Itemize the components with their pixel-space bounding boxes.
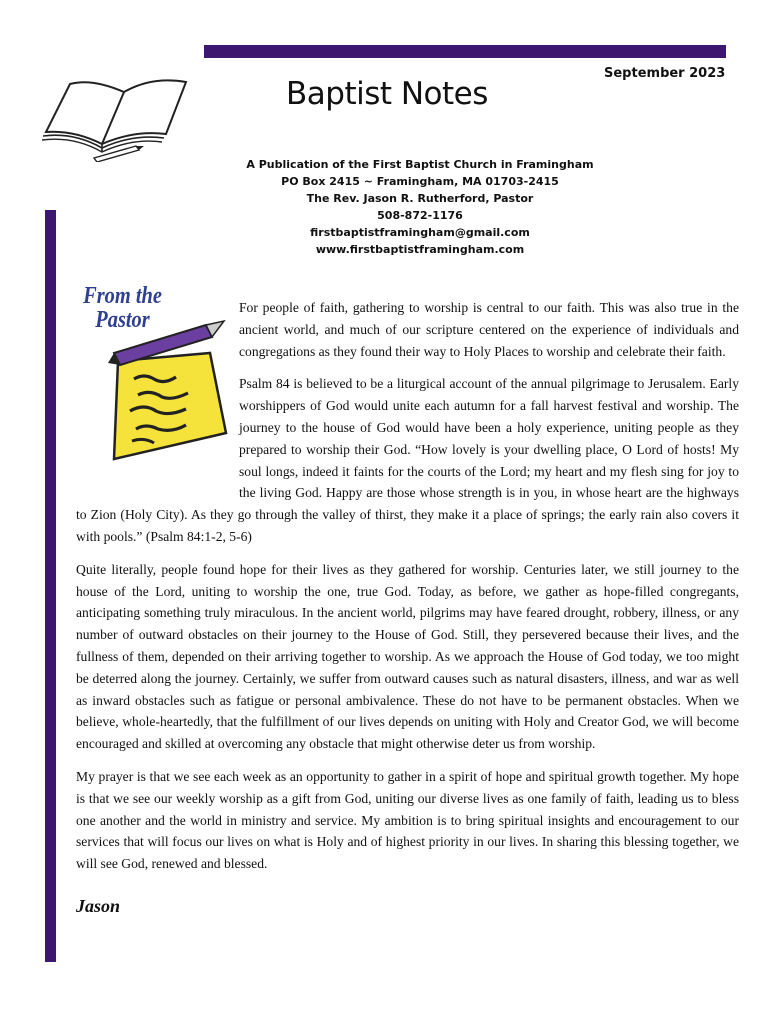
phone-line: 508-872-1176 xyxy=(377,209,463,222)
paragraph-2: Psalm 84 is believed to be a liturgical account of the annual pilgrimage to Jerusalem. Early worshippers of God would unite each autumn for a fall harvest festival and worship. The journey to the house of God would have been a holy experience, uniting people as they prepared to worship their God. “How lovely is your dwelling place, O Lord of hosts! My soul longs, indeed it faints for the courts of the Lord; my heart and my flesh sing for joy to the living God. Happy are those whose strength is in you, in whose heart are the highways to Zion (Holy City). As they go through the valley of thirst, they make it a place of springs; the early rain also covers it with pools.” (Psalm 84:1-2, 5-6) xyxy=(76,376,739,544)
header-accent-bar xyxy=(204,45,726,58)
heading-line-2: Pastor xyxy=(95,307,150,333)
pastor-signature: Jason xyxy=(76,896,121,916)
church-info-block xyxy=(200,156,640,258)
website-line[interactable]: www.firstbaptistframingham.com xyxy=(315,243,525,256)
issue-date: September 2023 xyxy=(604,66,726,81)
publication-line: A Publication of the First Baptist Church in Framingham xyxy=(246,158,594,171)
heading-line-1: From the xyxy=(83,283,162,309)
pastor-letter xyxy=(76,297,739,886)
open-book-icon xyxy=(40,70,200,162)
pastor-line: The Rev. Jason R. Rutherford, Pastor xyxy=(306,192,534,205)
address-line: PO Box 2415 ~ Framingham, MA 01703-2415 xyxy=(281,175,559,188)
side-accent-bar xyxy=(45,210,56,962)
newsletter-title: Baptist Notes xyxy=(286,76,488,112)
paragraph-4: My prayer is that we see each week as an opportunity to gather in a spirit of hope and spiritual growth together. My hope is that we see our weekly worship as a gift from God, uniting our diverse lives as one family of faith, leading us to bless one another and the world in ministry and service. My ambition is to bring spiritual insights and encouragement to our services that will focus our lives on what is Holy and of highest priority in our lives. In sharing this blessing together, we will see God, renewed and blessed. xyxy=(76,768,739,872)
paragraph-1: For people of faith, gathering to worship is central to our faith. This was also true in the ancient world, and much of our scripture centered on the experience of individuals and congregations as they found their way to Holy Places to worship and celebrate their faith. xyxy=(239,300,739,359)
email-line[interactable]: firstbaptistframingham@gmail.com xyxy=(310,226,530,239)
paragraph-3: Quite literally, people found hope for their lives as they gathered for worship. Centuries later, we still journey to the house of the Lord, uniting to worship the one, true God. Today, as before, we gather as hope-filled congregants, anticipating something truly miraculous. In the ancient world, pilgrims may have feared drought, robbery, illness, or any number of outward obstacles on their journey to the House of God. Still, they persevered because their lives, and the fullness of them, depended on their arriving together to worship. As we approach the House of God today, we too might be deterred along the journey. Certainly, we suffer from outward causes such as natural disasters, illness, and war as well as inward obstacles such as fatigue or personal ambivalence. These do not have to be permanent obstacles. When we believe, whole-heartedly, that the fulfillment of our lives depends on uniting with Holy and Creator God, we will become encouraged and skilled at overcoming any obstacle that might otherwise deter us from worship. xyxy=(76,561,739,752)
